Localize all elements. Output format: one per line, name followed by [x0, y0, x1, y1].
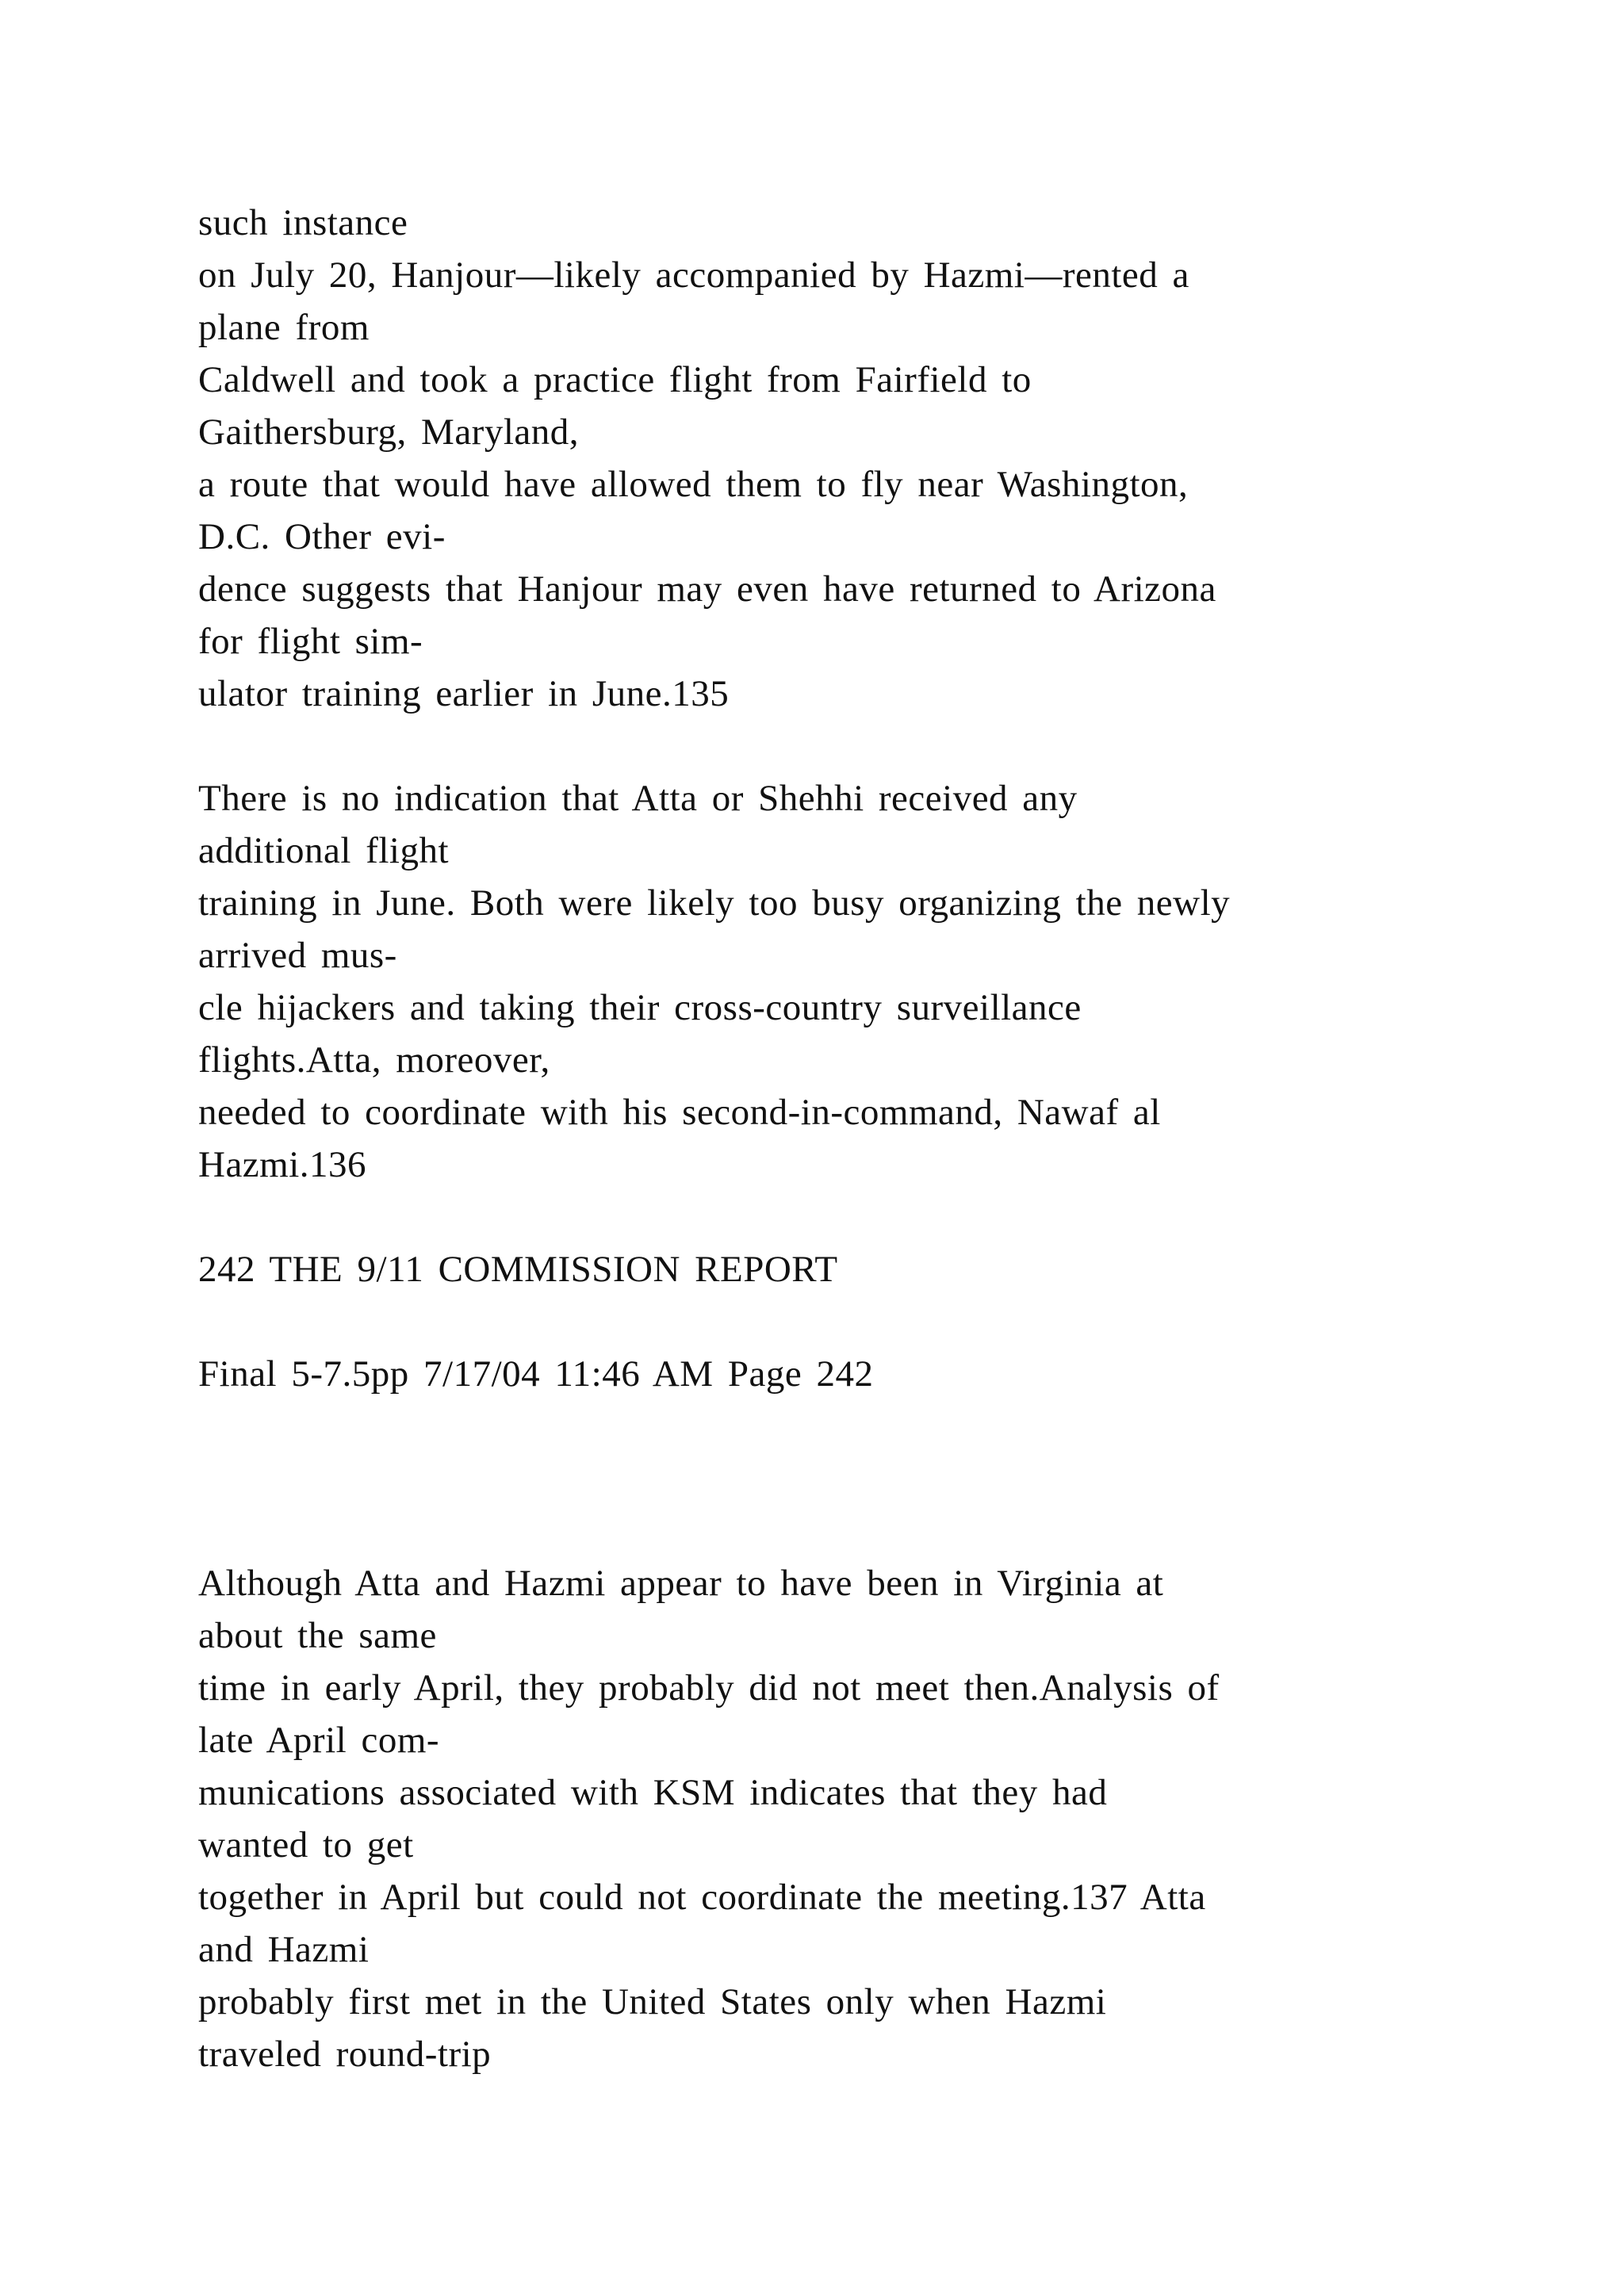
- text-line: D.C. Other evi-: [198, 516, 446, 557]
- text-line: wanted to get: [198, 1824, 414, 1866]
- text-line: munications associated with KSM indicates that they had: [198, 1772, 1108, 1813]
- text-line: probably first met in the United States only when Hazmi: [198, 1981, 1107, 2022]
- text-line: arrived mus-: [198, 935, 397, 976]
- text-line: Caldwell and took a practice flight from Fairfield to: [198, 359, 1032, 400]
- text-line: such instance: [198, 202, 408, 243]
- paragraph-spacer: [198, 1295, 1467, 1348]
- text-line: and Hazmi: [198, 1929, 370, 1970]
- text-line: dence suggests that Hanjour may even have returned to Arizona: [198, 568, 1216, 610]
- paragraph-spacer: [198, 1191, 1467, 1243]
- text-line: flights.Atta, moreover,: [198, 1039, 550, 1081]
- running-footer: 242 THE 9/11 COMMISSION REPORT: [198, 1249, 838, 1290]
- page-break-spacer: [198, 1452, 1467, 1505]
- text-line: Hazmi.136: [198, 1144, 367, 1185]
- text-line: about the same: [198, 1615, 437, 1656]
- text-line: for flight sim-: [198, 621, 423, 662]
- text-line: traveled round-trip: [198, 2034, 492, 2075]
- text-line: cle hijackers and taking their cross-country surveillance: [198, 987, 1082, 1028]
- text-line: plane from: [198, 307, 370, 348]
- text-line: time in early April, they probably did not meet then.Analysis of: [198, 1667, 1220, 1709]
- paragraph-3: [198, 1557, 1467, 2080]
- paragraph-spacer: [198, 720, 1467, 772]
- paragraph-2: [198, 772, 1467, 1191]
- paragraph-1: [198, 197, 1467, 720]
- text-line: on July 20, Hanjour—likely accompanied by Hazmi—rented a: [198, 254, 1189, 296]
- text-line: Although Atta and Hazmi appear to have been in Virginia at: [198, 1563, 1164, 1604]
- text-line: Gaithersburg, Maryland,: [198, 411, 579, 453]
- page-break-spacer: [198, 1505, 1467, 1557]
- text-line: late April com-: [198, 1720, 440, 1761]
- text-line: needed to coordinate with his second-in-command, Nawaf al: [198, 1092, 1161, 1133]
- page-break-spacer: [198, 1400, 1467, 1452]
- document-body: [198, 197, 1467, 2080]
- text-line: There is no indication that Atta or Shehhi received any: [198, 778, 1078, 819]
- text-line: additional flight: [198, 830, 450, 871]
- text-line: together in April but could not coordinate the meeting.137 Atta: [198, 1877, 1206, 1918]
- text-line: training in June. Both were likely too busy organizing the newly: [198, 882, 1231, 924]
- print-slug: Final 5-7.5pp 7/17/04 11:46 AM Page 242: [198, 1353, 874, 1395]
- text-line: ulator training earlier in June.135: [198, 673, 730, 714]
- text-line: a route that would have allowed them to fly near Washington,: [198, 464, 1189, 505]
